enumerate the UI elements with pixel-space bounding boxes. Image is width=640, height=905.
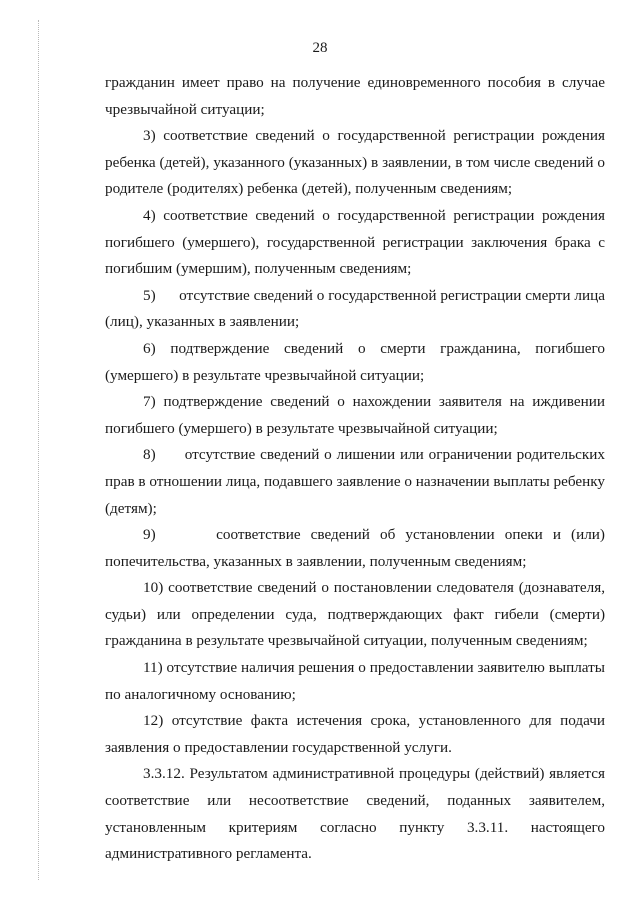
paragraph-item-6: 6) подтверждение сведений о смерти гражданина, погибшего (умершего) в результате чрезвычайной ситуации;	[105, 339, 605, 384]
paragraph-continuation: гражданин имеет право на получение единовременного пособия в случае чрезвычайной ситуации;	[105, 74, 605, 118]
paragraph-item-5: 5) отсутствие сведений о государственной регистрации смерти лица (лиц), указанных в заявлении;	[105, 286, 609, 331]
paragraph-item-4: 4) соответствие сведений о государственной регистрации рождения погибшего (умершего), государственной регистрации заключения брака с погибшим (умершим), полученным сведениям;	[105, 206, 605, 278]
paragraph-section-3-3-12: 3.3.12. Результатом административной процедуры (действий) является соответствие или несоответствие сведений, поданных заявителем, установленным критериям согласно пункту 3.3.11. настоящего административного регламента.	[105, 765, 605, 863]
page-number: 28	[312, 40, 328, 56]
document-body	[105, 70, 609, 868]
paragraph-item-10: 10) соответствие сведений о постановлении следователя (дознавателя, судьи) или определении суда, подтверждающих факт гибели (смерти) гражданина в результате чрезвычайной ситуации, полученным сведениям;	[105, 579, 605, 650]
paragraph-item-3: 3) соответствие сведений о государственной регистрации рождения ребенка (детей), указанного (указанных) в заявлении, в том числе сведений о родителе (родителях) ребенка (детей), полученным сведениям;	[105, 127, 605, 198]
binding-margin-line	[38, 20, 39, 880]
paragraph-item-12: 12) отсутствие факта истечения срока, установленного для подачи заявления о предоставлении государственной услуги.	[105, 712, 605, 756]
paragraph-item-9: 9) соответствие сведений об установлении опеки и (или) попечительства, указанных в заявлении, полученным сведениям;	[105, 526, 609, 570]
paragraph-item-8: 8) отсутствие сведений о лишении или ограничении родительских прав в отношении лица, подавшего заявление о назначении выплаты ребенку (детям);	[105, 446, 609, 517]
paragraph-item-11: 11) отсутствие наличия решения о предоставлении заявителю выплаты по аналогичному основанию;	[105, 659, 605, 703]
paragraph-item-7: 7) подтверждение сведений о нахождении заявителя на иждивении погибшего (умершего) в результате чрезвычайной ситуации;	[105, 393, 605, 437]
